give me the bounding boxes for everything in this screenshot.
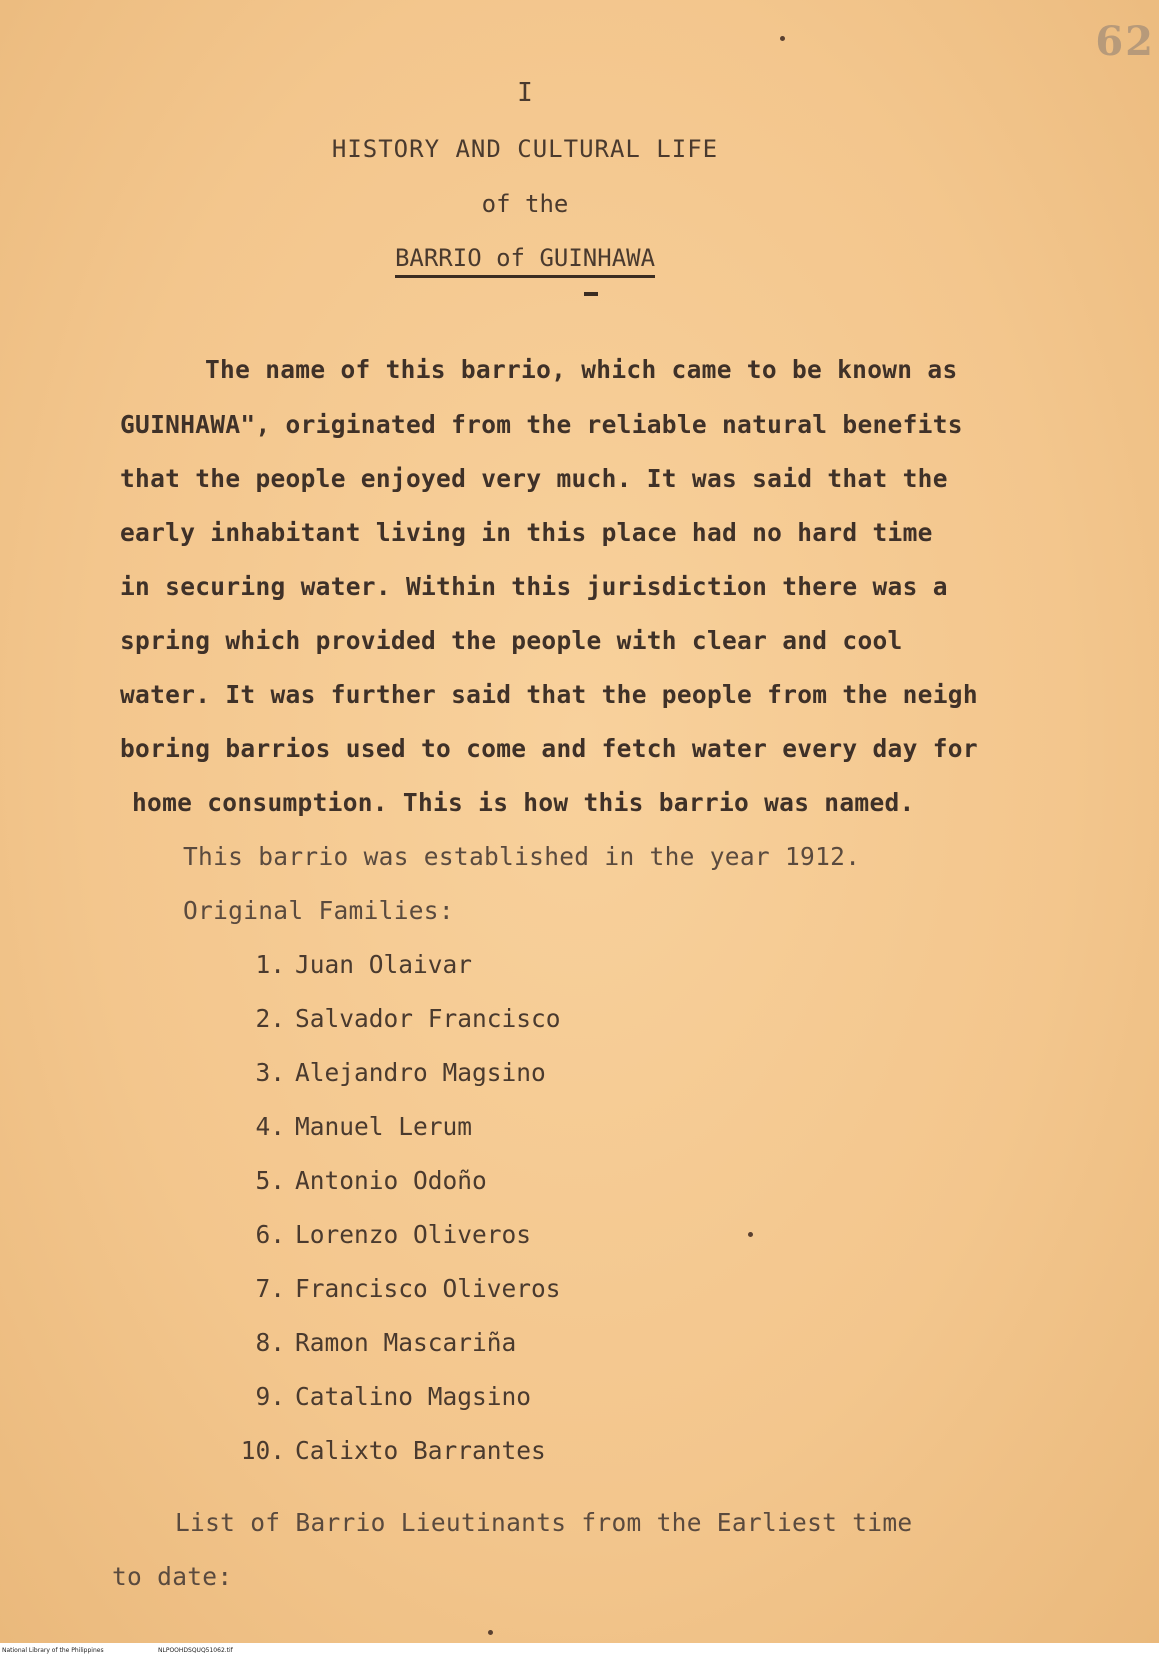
paragraph-line: home consumption. This is how this barrio was named. (132, 788, 915, 817)
family-name: Salvador Francisco (295, 1004, 561, 1033)
list-number: 1. (255, 950, 285, 979)
paragraph-line: boring barrios used to come and fetch water every day for (120, 734, 978, 763)
library-credit: National Library of the Philippines (2, 1647, 104, 1654)
list-number: 6. (255, 1220, 285, 1249)
list-item (0, 1166, 487, 1195)
family-name: Lorenzo Oliveros (295, 1220, 532, 1249)
lieutenants-heading: List of Barrio Lieutinants from the Earliest time (175, 1508, 913, 1537)
list-number: 2. (255, 1004, 285, 1033)
list-item (0, 1328, 516, 1357)
established-line: This barrio was established in the year 1912. (183, 842, 861, 871)
paper-speck (780, 36, 785, 41)
list-number: 5. (255, 1166, 285, 1195)
section-numeral: I (517, 78, 533, 108)
paragraph-line: spring which provided the people with clear and cool (120, 626, 903, 655)
list-number: 9. (255, 1382, 285, 1411)
list-number: 8. (255, 1328, 285, 1357)
title-dash (584, 292, 598, 296)
paragraph-line: early inhabitant living in this place had no hard time (120, 518, 933, 547)
title-connector: of the (481, 190, 569, 218)
family-name: Alejandro Magsino (295, 1058, 546, 1087)
list-number: 4. (255, 1112, 285, 1141)
list-item (0, 1112, 472, 1141)
paragraph-line: water. It was further said that the people from the neigh (120, 680, 978, 709)
barrio-name-text: BARRIO of GUINHAWA (395, 244, 655, 278)
family-name: Francisco Oliveros (295, 1274, 561, 1303)
family-name: Ramon Mascariña (295, 1328, 517, 1357)
paper-speck (488, 1630, 493, 1635)
family-name: Calixto Barrantes (295, 1436, 546, 1465)
document-title: HISTORY AND CULTURAL LIFE (331, 135, 719, 163)
list-item (0, 1382, 531, 1411)
paper-speck (748, 1232, 753, 1237)
family-name: Antonio Odoño (295, 1166, 487, 1195)
list-number: 7. (255, 1274, 285, 1303)
scan-footer (0, 1643, 1159, 1658)
list-item (0, 1004, 561, 1033)
to-date-line: to date: (112, 1562, 233, 1591)
list-item (0, 1058, 546, 1087)
list-item (0, 950, 472, 979)
paragraph-line: GUINHAWA", originated from the reliable natural benefits (120, 410, 963, 439)
list-number: 3. (255, 1058, 285, 1087)
family-name: Juan Olaivar (295, 950, 473, 979)
paragraph-line: in securing water. Within this jurisdiction there was a (120, 572, 948, 601)
family-name: Catalino Magsino (295, 1382, 532, 1411)
family-name: Manuel Lerum (295, 1112, 473, 1141)
list-number: 10. (240, 1436, 285, 1465)
barrio-name-heading (0, 244, 1050, 272)
list-item (0, 1274, 561, 1303)
paragraph-line: that the people enjoyed very much. It was said that the (120, 464, 948, 493)
scan-filename: NLPOOHDSQUQ51062.tif (158, 1647, 233, 1654)
list-item (0, 1220, 531, 1249)
list-item (0, 1436, 546, 1465)
paragraph-line: The name of this barrio, which came to be known as (205, 355, 958, 384)
families-heading: Original Families: (183, 896, 454, 925)
page-number: 62 (1095, 18, 1155, 65)
